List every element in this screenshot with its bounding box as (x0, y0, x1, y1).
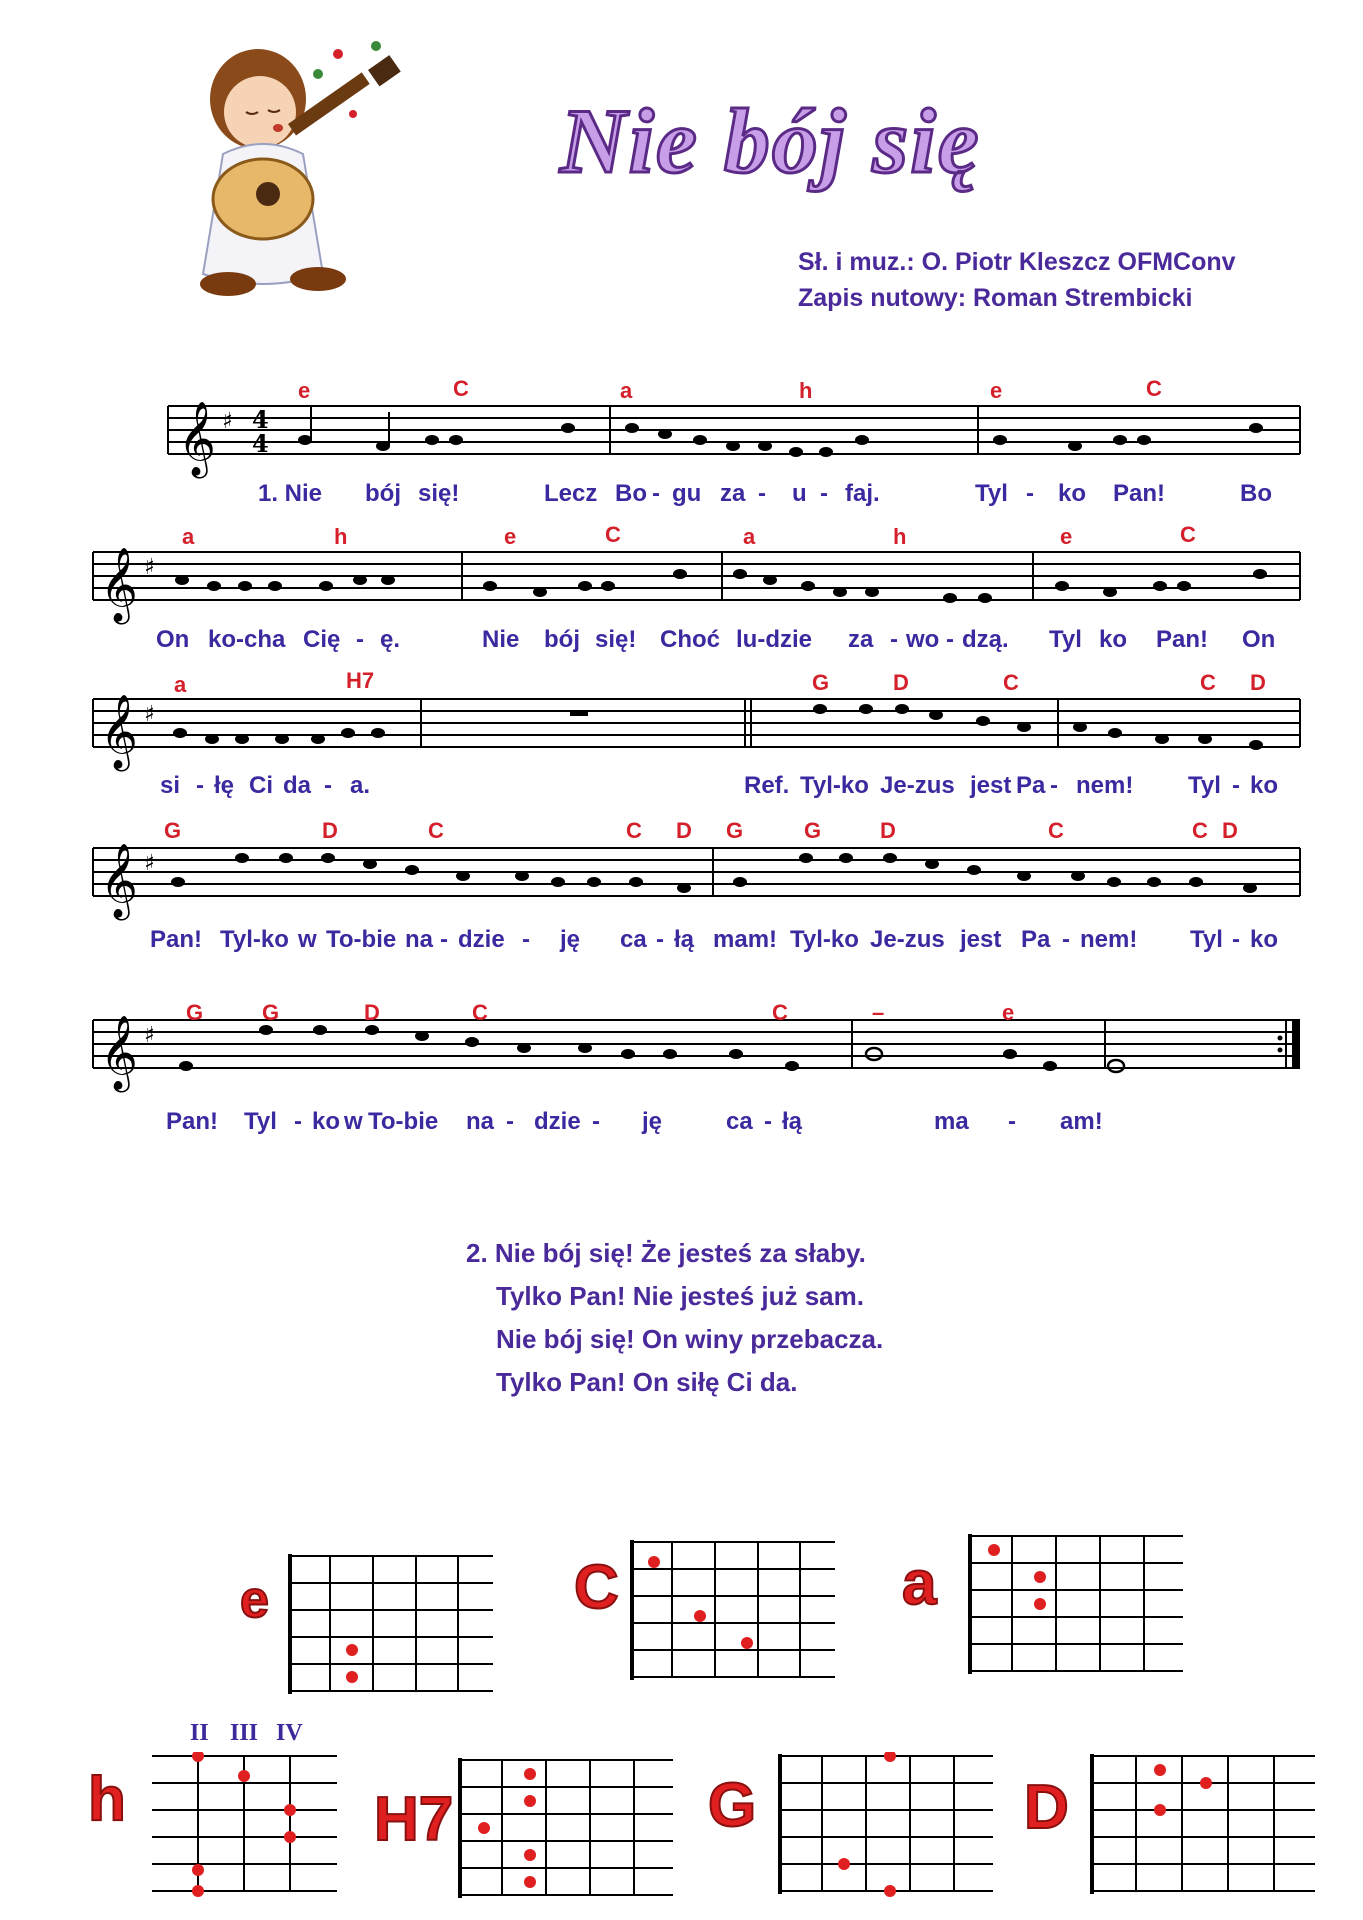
lyric-syllable: - (820, 480, 828, 507)
lyric-syllable: - (522, 926, 530, 953)
chord-symbol: C (1200, 670, 1216, 695)
lyric-syllable: am! (1060, 1108, 1103, 1135)
svg-text:♯: ♯ (144, 1023, 155, 1048)
chord-symbol: e (1002, 1000, 1015, 1025)
lyric-syllable: Pan! (1113, 480, 1166, 507)
svg-text:♯: ♯ (144, 702, 155, 727)
lyric-syllable: Tyl (1049, 626, 1082, 653)
lyric-syllable: bój (365, 480, 401, 507)
lyric-syllable: da (283, 772, 312, 799)
chord-symbol: D (322, 818, 338, 843)
chord-symbol: C (453, 376, 469, 401)
lyric-syllable: dzie (534, 1108, 581, 1135)
chord-symbol: G (812, 670, 830, 695)
lyric-syllable: się! (418, 480, 460, 507)
lyric-syllable: - (1232, 772, 1240, 799)
lyric-syllable: wo (906, 626, 940, 653)
chord-diagram-e (288, 1552, 498, 1697)
lyric-syllable: ca (620, 926, 647, 953)
chord-symbol: a (620, 378, 633, 403)
lyric-syllable: - (356, 626, 364, 653)
chord-symbol: e (298, 378, 311, 403)
lyric-syllable: Ci (249, 772, 273, 799)
lyric-syllable: Pan! (150, 926, 203, 953)
fret-number-IV: IV (276, 1720, 303, 1746)
lyric-syllable: - (1062, 926, 1070, 953)
verse-2 (466, 1232, 883, 1404)
chord-diagram-a (968, 1532, 1188, 1677)
svg-text:𝄞: 𝄞 (178, 402, 216, 476)
chord-symbol: C (1003, 670, 1019, 695)
lyric-syllable: gu (672, 480, 702, 507)
chord-diagram-label-h7: H7 (374, 1785, 454, 1854)
lyric-syllable: dzie (458, 926, 505, 953)
svg-text:♯: ♯ (144, 555, 155, 580)
lyric-syllable: - (656, 926, 664, 953)
chord-symbol: D (893, 670, 909, 695)
lyric-syllable: ko (1058, 480, 1087, 507)
chord-symbol: C (428, 818, 444, 843)
fret-number-II: II (190, 1720, 209, 1746)
chord-symbol: D (1222, 818, 1238, 843)
chord-symbol: h (334, 524, 348, 549)
chord-symbol: H7 (346, 668, 375, 693)
chord-symbol: e (990, 378, 1003, 403)
lyric-syllable: na (405, 926, 434, 953)
svg-text:𝄞: 𝄞 (100, 548, 138, 622)
lyric-syllable: - (294, 1108, 302, 1135)
lyric-syllable: jest (970, 772, 1012, 799)
lyric-syllable: Cię (303, 626, 341, 653)
chord-symbol: C (1180, 522, 1196, 547)
verse-line: Nie bój się! On winy przebacza. (496, 1324, 884, 1354)
lyric-syllable: Lecz (544, 480, 598, 507)
lyric-syllable: Pa (1016, 772, 1046, 799)
lyric-syllable: si (160, 772, 181, 799)
lyric-syllable: Tyl-ko (790, 926, 859, 953)
credit-lyrics-music: Sł. i muz.: O. Piotr Kleszcz OFMConv (798, 248, 1236, 276)
lyric-syllable: ca (726, 1108, 753, 1135)
chord-symbol: h (893, 524, 907, 549)
lyric-syllable: a. (350, 772, 371, 799)
chord-symbol: G (804, 818, 822, 843)
lyric-syllable: Pan! (166, 1108, 219, 1135)
chord-symbol: C (472, 1000, 488, 1025)
lyric-syllable: - (1050, 772, 1058, 799)
lyric-syllable: się! (595, 626, 637, 653)
lyric-syllable: faj. (845, 480, 880, 507)
lyric-syllable: - (1232, 926, 1240, 953)
svg-text:𝄞: 𝄞 (100, 695, 138, 769)
lyric-syllable: - (946, 626, 954, 653)
lyric-syllable: Tyl (1188, 772, 1221, 799)
lyric-syllable: - (592, 1108, 600, 1135)
chord-diagram-label-c: C (574, 1553, 619, 1622)
chord-symbol: C (1146, 376, 1162, 401)
lyric-syllable: ko (1099, 626, 1128, 653)
lyric-syllable: - (890, 626, 898, 653)
chord-diagram-h (152, 1752, 342, 1897)
lyric-syllable: łę (214, 772, 235, 799)
lyric-syllable: ję (560, 926, 581, 953)
chord-symbol: e (1060, 524, 1073, 549)
lyric-syllable: - (440, 926, 448, 953)
lyric-syllable: w (344, 1108, 363, 1135)
lyric-syllable: u (792, 480, 807, 507)
chord-symbol: C (1192, 818, 1208, 843)
svg-text:♯: ♯ (222, 409, 233, 434)
chord-symbol: C (772, 1000, 788, 1025)
lyric-syllable: bój (544, 626, 580, 653)
verse-line: Tylko Pan! Nie jesteś już sam. (496, 1281, 864, 1311)
chord-symbol: a (174, 672, 187, 697)
chord-symbol: D (1250, 670, 1266, 695)
song-title: Nie bój się (560, 90, 981, 192)
lyric-syllable: ma (934, 1108, 969, 1135)
chord-diagram-label-g: G (708, 1771, 757, 1840)
lyric-syllable: ko (1250, 772, 1279, 799)
chord-symbol: C (626, 818, 642, 843)
lyric-syllable: On (156, 626, 190, 653)
credit-notation: Zapis nutowy: Roman Strembicki (798, 284, 1193, 312)
lyric-syllable: Tyl-ko (220, 926, 289, 953)
lyric-syllable: ko (312, 1108, 341, 1135)
chord-symbol: G (262, 1000, 280, 1025)
lyric-syllable: Bo (1240, 480, 1272, 507)
lyric-syllable: mam! (713, 926, 778, 953)
lyric-syllable: - (1008, 1108, 1016, 1135)
lyric-syllable: Tyl (975, 480, 1008, 507)
chord-diagram-label-h: h (88, 1765, 126, 1834)
lyric-syllable: Pa (1021, 926, 1051, 953)
lyric-syllable: łą (674, 926, 695, 953)
lyric-syllable: Choć (660, 626, 720, 653)
lyric-syllable: ko (1250, 926, 1279, 953)
chord-diagram-d (1090, 1752, 1320, 1897)
lyric-syllable: lu-dzie (736, 626, 812, 653)
chord-symbol: C (605, 522, 621, 547)
lyric-syllable: nem! (1076, 772, 1134, 799)
lyric-syllable: - (1026, 480, 1034, 507)
svg-text:♯: ♯ (144, 851, 155, 876)
chord-diagram-label-e: e (240, 1571, 269, 1629)
chord-diagram-c (630, 1538, 840, 1683)
svg-text:4: 4 (252, 405, 269, 434)
lyric-syllable: - (324, 772, 332, 799)
chord-diagram-label-d: D (1024, 1773, 1069, 1842)
verse-line: 2. Nie bój się! Że jesteś za słaby. (466, 1238, 866, 1268)
lyric-syllable: Je-zus (870, 926, 945, 953)
lyric-syllable: - (506, 1108, 514, 1135)
chord-symbol: G (164, 818, 182, 843)
chord-symbol: D (364, 1000, 380, 1025)
lyric-syllable: On (1242, 626, 1276, 653)
lyric-syllable: ę. (380, 626, 401, 653)
lyric-syllable: Tyl (244, 1108, 277, 1135)
lyric-syllable: - (764, 1108, 772, 1135)
lyric-syllable: ję (642, 1108, 663, 1135)
chord-symbol: G (186, 1000, 204, 1025)
lyric-syllable: To-bie (368, 1108, 439, 1135)
lyric-syllable: w (298, 926, 317, 953)
chord-symbol: – (872, 1000, 885, 1025)
lyric-syllable: 1. Nie (258, 480, 323, 507)
lyric-syllable: Tyl (1190, 926, 1223, 953)
lyric-syllable: za (720, 480, 746, 507)
chord-symbol: C (1048, 818, 1064, 843)
chord-symbol: G (726, 818, 744, 843)
chord-symbol: h (799, 378, 813, 403)
lyric-syllable: łą (782, 1108, 803, 1135)
svg-text:𝄞: 𝄞 (100, 1016, 138, 1090)
lyric-syllable: Bo (615, 480, 647, 507)
lyric-syllable: Nie (482, 626, 520, 653)
chord-symbol: D (676, 818, 692, 843)
lyric-syllable: Ref. (744, 772, 790, 799)
chord-diagram-h7 (458, 1756, 678, 1901)
lyric-syllable: To-bie (326, 926, 397, 953)
lyric-syllable: za (848, 626, 874, 653)
lyric-syllable: nem! (1080, 926, 1138, 953)
verse-line: Tylko Pan! On siłę Ci da. (496, 1367, 798, 1397)
lyric-syllable: - (196, 772, 204, 799)
lyric-syllable: Je-zus (880, 772, 955, 799)
chord-symbol: a (743, 524, 756, 549)
chord-symbol: e (504, 524, 517, 549)
lyric-syllable: Tyl-ko (800, 772, 869, 799)
lyric-syllable: dzą. (962, 626, 1009, 653)
lyric-syllable: Pan! (1156, 626, 1209, 653)
chord-diagram-label-a: a (902, 1549, 937, 1618)
svg-text:4: 4 (252, 429, 269, 458)
chord-symbol: a (182, 524, 195, 549)
svg-text:𝄞: 𝄞 (100, 844, 138, 918)
fret-number-III: III (230, 1720, 259, 1746)
lyric-syllable: - (758, 480, 766, 507)
chord-diagram-g (778, 1752, 998, 1897)
lyric-syllable: ko-cha (208, 626, 286, 653)
lyric-syllable: jest (960, 926, 1002, 953)
lyric-syllable: na (466, 1108, 495, 1135)
lyric-syllable: - (652, 480, 660, 507)
chord-symbol: D (880, 818, 896, 843)
